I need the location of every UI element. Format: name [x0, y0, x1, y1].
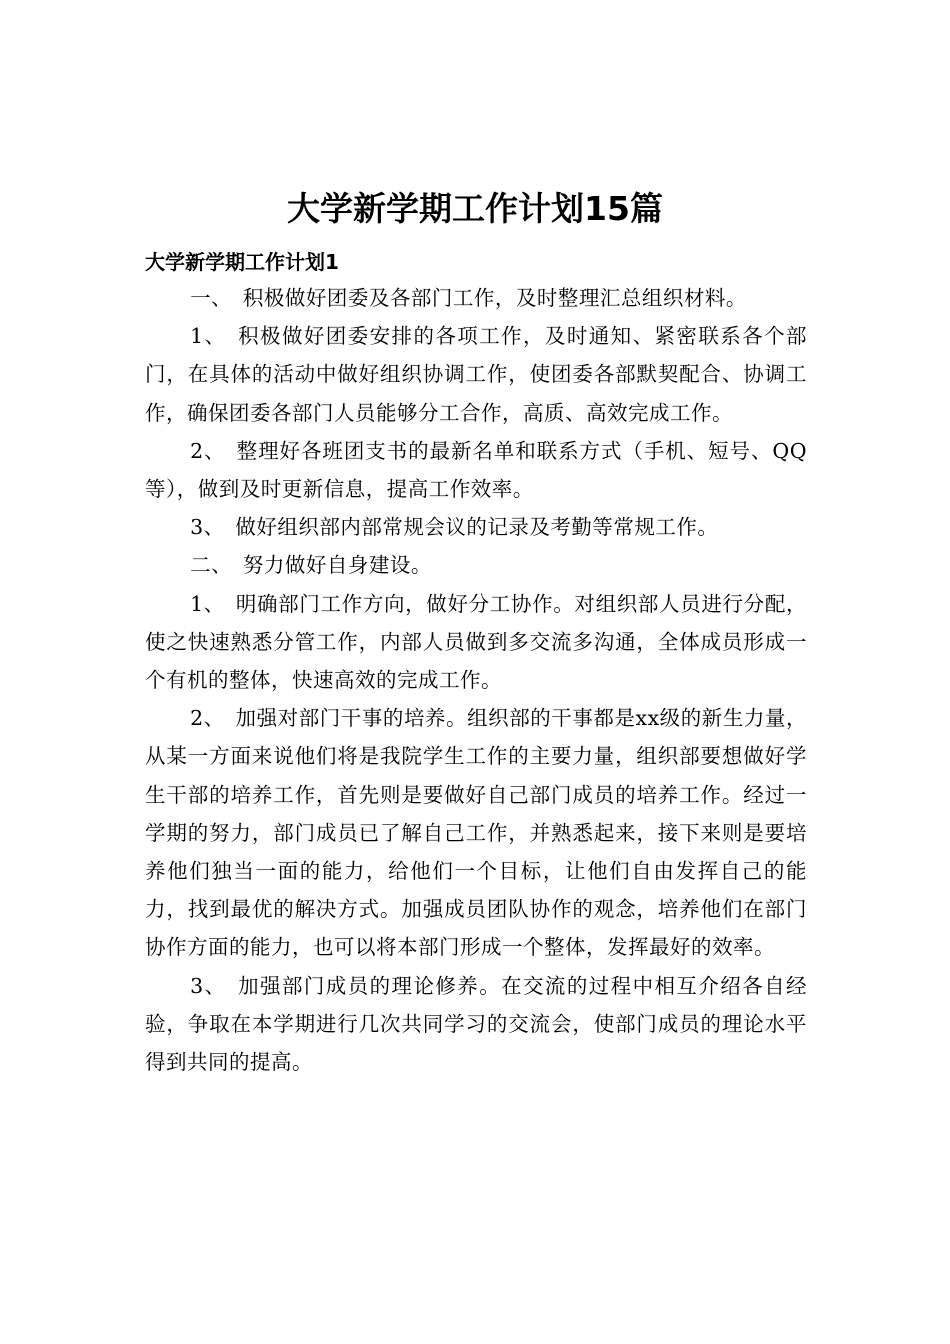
paragraph-item-1-3: 3、 做好组织部内部常规会议的记录及考勤等常规工作。 — [190, 515, 719, 540]
paragraph-item-2-3: 3、 加强部门成员的理论修养。在交流的过程中相互介绍各自经验，争取在本学期进行几次共同学习的交流会，使部门成员的理论水平得到共同的提高。 — [145, 973, 807, 1075]
paragraph-section-two: 二、 努力做好自身建设。 — [190, 553, 432, 578]
paragraph-item-1-2: 2、 整理好各班团支书的最新名单和联系方式（手机、短号、QQ等），做到及时更新信息，提高工作效率。 — [145, 438, 807, 502]
document-body — [145, 245, 807, 1081]
paragraph-item-2-2: 2、 加强对部门干事的培养。组织部的干事都是xx级的新生力量，从某一方面来说他们将是我院学生工作的主要力量，组织部要想做好学生干部的培养工作，首先则是要做好自己部门成员的培养工作。经过一学期的努力，部门成员已了解自己工作，并熟悉起来，接下来则是要培养他们独当一面的能力，给他们一个目标，让他们自由发挥自己的能力，找到最优的解决方式。加强成员团队协作的观念，培养他们在部门协作方面的能力，也可以将本部门形成一个整体，发挥最好的效率。 — [145, 706, 807, 960]
section-heading: 大学新学期工作计划1 — [145, 250, 339, 274]
paragraph-item-1-1: 1、 积极做好团委安排的各项工作，及时通知、紧密联系各个部门，在具体的活动中做好组织协调工作，使团委各部默契配合、协调工作，确保团委各部门人员能够分工合作，高质、高效完成工作。 — [145, 324, 807, 425]
paragraph-section-one: 一、 积极做好团委及各部门工作，及时整理汇总组织材料。 — [190, 286, 747, 310]
paragraph-item-2-1: 1、 明确部门工作方向，做好分工协作。对组织部人员进行分配，使之快速熟悉分管工作，内部人员做到多交流多沟通，全体成员形成一个有机的整体，快速高效的完成工作。 — [145, 591, 807, 693]
document-title: 大学新学期工作计划15篇 — [287, 189, 663, 228]
